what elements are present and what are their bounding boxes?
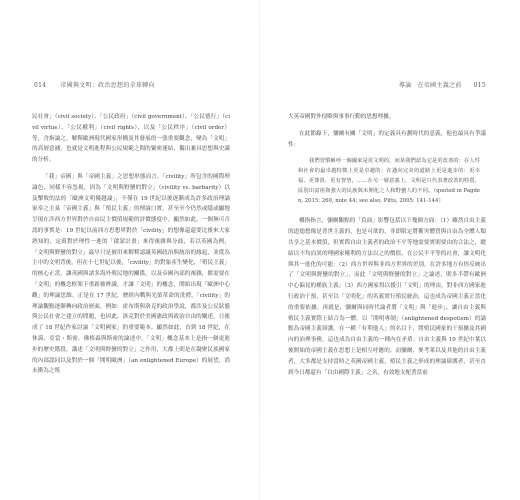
right-paragraph-2: 在此節錄下，彌爾有關「文明」的定義具有劃時代的意義，他也最具有爭議性： <box>288 130 486 148</box>
left-page-number: 014 <box>34 82 47 89</box>
right-page <box>260 0 520 500</box>
right-running-title: 在帝國主義之前 <box>417 82 462 89</box>
right-body-text <box>288 112 486 384</box>
left-body-text <box>32 112 230 383</box>
left-running-title: 帝國與文明：政治思想的全球轉向 <box>60 82 155 89</box>
right-paragraph-1: 大英帝國對外侵略與事事行動的思想理據。 <box>288 114 395 120</box>
right-paragraph-3: 構指指言，彌爾觀點的「負面」影響包括以下幾個方面：（1）雖然自由主義的道德想像是普世主義的，也是可欲的，非即限定將衝突體質與自由為全體人類共享之基本價值，但實際自由主義者的政治不平等地需要實則要由的合法之，總結以不均而異的理國家權利的方法以之的價值，在公民不平等的社會，讓文明化與其一進化的可能：（2）西方世界與非西方世界的差別，在許多地方有你反映出了「文明與野蠻的對立」，而此「文明與野蠻的對立」之論述，則多半帶有歐洲中心偏見的種族主義；（3）西方國家得以援引「文明」的理由，對非西方國家進行政治干預，甚至以「文明化」的名義實行殖民統治，這也成為帝國主義正當化的重要依據。再就是，彌爾與同時代論者將「文明」與「進步」，讓自由主義與殖民主義實際上結合為一體，以「開明專制」（enlightened despotism）的論點為帝國主義辯護，在一種「有利他人」的名目下，將殖民國家的干預擴及其國內的治理事務，這也成為自由主義的一種內在矛盾：自由主義與 19 世紀中葉以後開始的帝國主義在思想上是相互呼應的。而彌爾、麥考萊以及其他的自由主義者，大多都是支持當時之英國帝國主義，殖民主義之形成的理論辯護者，甚至直到今日都還有「自由國際主義」之名，有效地支配著當前 <box>288 218 486 376</box>
block-quote: 我們習慣稱呼一個國家是更文明的，而某我們認為它是更改善的：在人性和社會的最卓越特徵上更是卓越的；在邁向完美的道路上更是進步的：更幸福、更尊貴、更有智慧，……在另一層意義上，文明是只代表著改善的特質，區別出富裕與強大的民族與未開化之人和野蠻人的不同。（quoted in Pagden, 2015: 260, note 44; see also, Pitts, 2005: 141-144） <box>298 158 480 205</box>
left-paragraph-1: 民社會」（civil society）、「公民政府」（civil government）、「公民德行」（civil virtue）、「公民權利」（civil rights），以及「公民秩序」（civil order）等，含指論之，解釋歐洲現代國家形構及其發展的一張重要觀念，變為「文明」的高層意涵，也就是文明進程與公民規範之間的緊密連結，擬出兼具思想與史識的分析。 <box>32 114 230 164</box>
left-paragraph-2: 「我」帝國」與「帝國主義」之思想形態而言，「civility」所包含的國際理論色，同樣不容忽視，因為「文明與野蠻的對立」（civility vs. barbarity）以及擊敗的法的「歐洲文明優越論」，不僅在 19 世紀以後逐漸成為許多政治理論家奉之圭臬「帝國主義」與「殖民主義」的理論口實，甚至至今仍然或隱或顯地呈現在涉西方世界對於自由民主價值規範的評價態度中。顯然如此，一個無可否認的事實是：19 世紀以前西方思想界對於「civility」的想像還還要比後來大家熟知的，定萬對於理性一進的「啟蒙計畫」來得複雜與分歧，若以英國為例，「文明與野蠻的對立」最早只是被用來解釋認識英國政治與統治的緣起，並從為主中的文明背後，但在十七世紀以後，「civility」的對象產生變化，「殖民主義」的核心正當，讓英國與諸多海外殖民地的關係，以及帝國內部的複雜，都需要在「文明」的概念框架下重新被辨識，才讓「文明」的概念，開始出現「歐洲中心觀」的理論思維。正是在 17 世紀，歷經內戰與光榮革命的洗禮，「civility」的理論觀點逐漸轉向政治層面，例如：霍布斯與洛克的政治學說，都涉及公民狀態與公民社會之建立的問題，也因此，洛克對於美國憲政與政治自由的闡述，日後成了 18 世紀作家討論「文明國家」的重要範本。顯然如此，直到 18 世紀，在休謨、亞當・斯密、佛格森與斯密的論述中，「文明」概念基本上是指一個更進步的歷史階段，講述「文明與野蠻的對立」之作用，大都上則是在凝聚民族國家的內部認同以及對於一個「開明歐洲」（an enlightened Europe）的展望，尚未衝為之殖 <box>32 173 230 375</box>
right-running-chapter: 導論 <box>398 82 412 89</box>
left-running-header <box>34 80 155 89</box>
right-page-number: 015 <box>473 82 486 89</box>
right-running-header <box>399 80 486 89</box>
